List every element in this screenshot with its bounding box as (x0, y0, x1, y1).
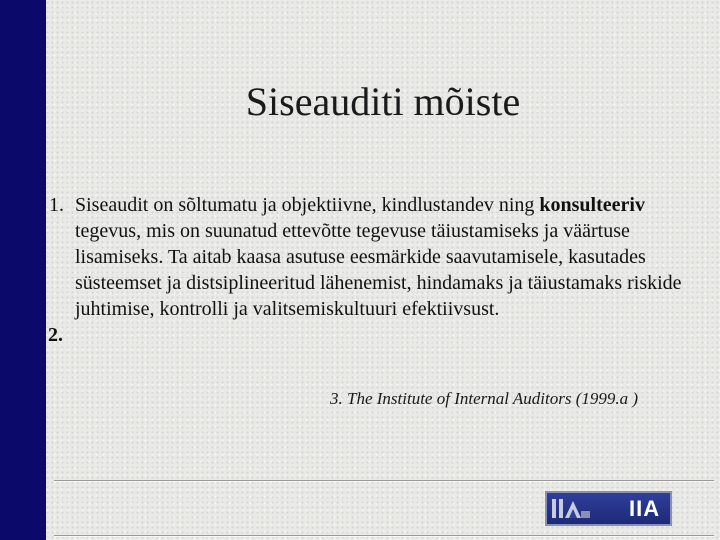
source-text: The Institute of Internal Auditors (1999.a ) (347, 389, 639, 408)
list-item-1-text-after: tegevus, mis on suunatud ettevõtte tegevuse täiustamiseks ja väärtuse lisamiseks. Ta aitab kaasa asutuse eesmärkide saavutamisele, kasutades süsteemset ja distsiplineeritud lähenemist, hindamaks ja täiustamaks riskide juhtimise, kontrolli ja valitsemiskultuuri efektiivsust. (75, 220, 682, 320)
source-citation (330, 388, 710, 410)
left-accent-bar (0, 0, 46, 540)
slide-title: Siseauditi mõiste (245, 79, 521, 124)
iia-logo-mark-icon (551, 497, 591, 520)
divider-line-bottom (54, 535, 714, 537)
list-item-2 (46, 322, 686, 348)
source-number: 3. (330, 389, 343, 408)
divider-line-top (54, 480, 714, 482)
iia-logo (545, 491, 672, 526)
iia-logo-text: IIA (629, 496, 661, 521)
definition-list (46, 192, 686, 348)
list-item-2-number: 2. (48, 324, 63, 346)
list-item-1-text-before: Siseaudit on sõltumatu ja objektiivne, kindlustandev ning (75, 194, 540, 216)
list-item-1-bold-term: konsulteeriv (539, 194, 645, 216)
list-item-1 (46, 192, 686, 322)
list-item-1-number: 1. (49, 194, 64, 216)
